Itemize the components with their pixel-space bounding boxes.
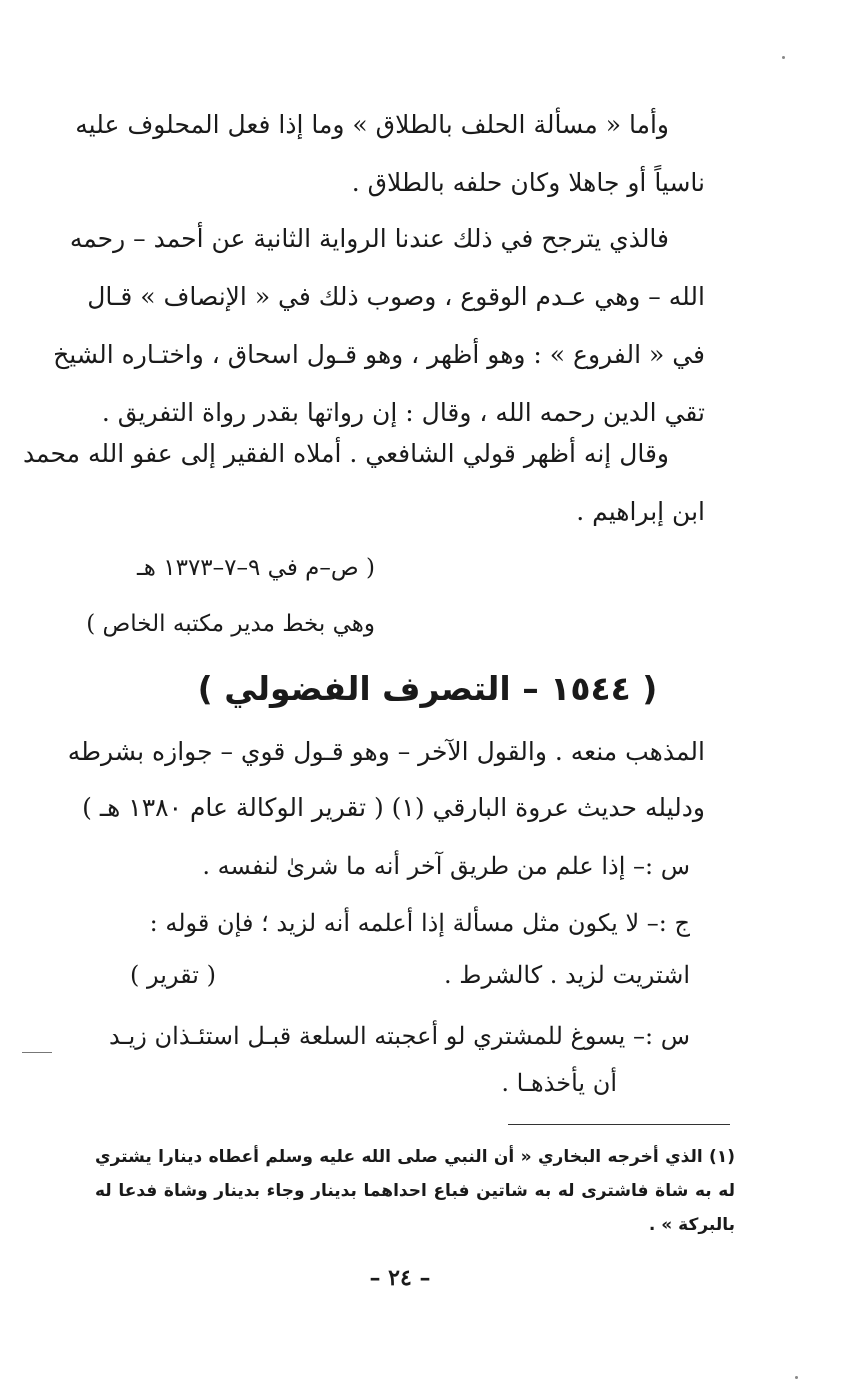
section-title: ( ١٥٤٤ – التصرف الفضولي ) — [197, 669, 658, 708]
section-intro — [67, 724, 705, 836]
answer-1-line-2: اشتريت لزيد . كالشرط . — [443, 961, 690, 989]
question-2-line-2: أن يأخذهـا . — [501, 1069, 617, 1097]
text-line: تقي الدين رحمه الله ، وقال : إن رواتها بقدر رواة التفريق . — [101, 398, 705, 427]
paragraph-preferred-opinion — [53, 210, 705, 442]
text-line: المذهب منعه . والقول الآخر – وهو قـول قوي – جوازه بشرطه — [67, 737, 705, 766]
paragraph-talaq-oath — [75, 96, 705, 212]
scan-speck — [782, 56, 785, 59]
scan-speck — [795, 1376, 798, 1379]
question-1: س :– إذا علم من طريق آخر أنه ما شرىٰ لنفسه . — [202, 852, 690, 880]
paragraph-shafii-opinion — [22, 425, 705, 541]
source-note — [0, 540, 375, 652]
question-2-line-1: س :– يسوغ للمشتري لو أعجبته السلعة قبـل استئـذان زيـد — [109, 1022, 690, 1050]
source-note-date: ( ص–م في ٩–٧–١٣٧٣ هـ — [137, 555, 375, 581]
text-line: وأما « مسألة الحلف بالطلاق » وما إذا فعل المحلوف عليه — [75, 110, 669, 139]
text-line: ابن إبراهيم . — [576, 497, 705, 526]
text-line: ودليله حديث عروة البارقي (١) ( تقرير الوكالة عام ١٣٨٠ هـ ) — [82, 793, 705, 822]
answer-1-line-1: ج :– لا يكون مثل مسألة إذا أعلمه أنه لزيد ؛ فإن قوله : — [149, 909, 690, 937]
footnote-divider — [508, 1124, 730, 1125]
margin-mark — [22, 1052, 52, 1053]
text-line: ناسياً أو جاهلا وكان حلفه بالطلاق . — [351, 168, 705, 197]
text-line: فالذي يترجح في ذلك عندنا الرواية الثانية عن أحمد – رحمه — [69, 224, 669, 253]
footnote-bukhari: (١) الذي أخرجه البخاري « أن النبي صلى الله عليه وسلم أعطاه دينارا يشتري له به شاة فاشترى له به شاتين فباع احداهما بدينار وجاء بدينار وشاة فدعا له بالبركة » . — [95, 1147, 735, 1235]
text-line: وقال إنه أظهر قولي الشافعي . أملاه الفقير إلى عفو الله محمد — [22, 439, 669, 468]
text-line: في « الفروع » : وهو أظهر ، وهو قـول اسحاق ، واختـاره الشيخ — [53, 340, 705, 369]
text-line: الله – وهي عـدم الوقوع ، وصوب ذلك في « الإنصاف » قـال — [87, 282, 705, 311]
taqrir-tag: ( تقرير ) — [130, 961, 216, 989]
source-note-handwriting: وهي بخط مدير مكتبه الخاص ) — [86, 611, 375, 637]
page-number: – ٢٤ – — [369, 1265, 431, 1291]
